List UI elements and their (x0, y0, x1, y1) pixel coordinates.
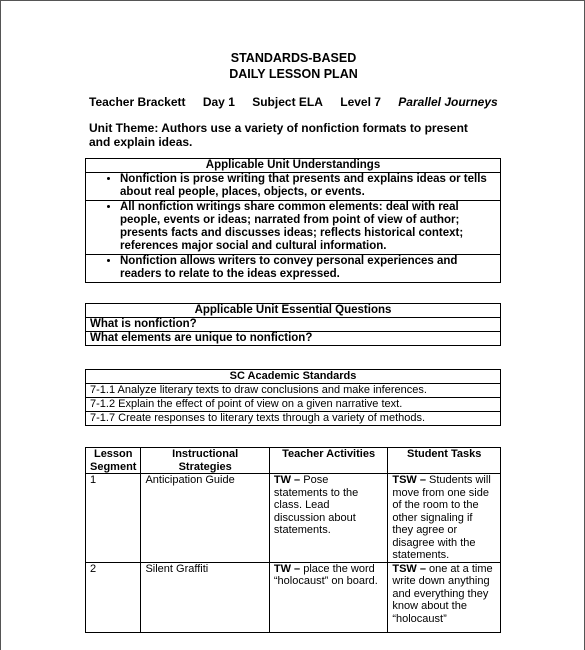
student-prefix: TSW – (392, 474, 430, 486)
understandings-list (90, 173, 496, 199)
table-row (86, 562, 501, 632)
standards-heading: SC Academic Standards (86, 370, 501, 384)
standard-row: 7-1.1 Analyze literary texts to draw conclusions and make inferences. (86, 384, 501, 398)
student-task-cell (388, 474, 501, 563)
questions-table (85, 303, 501, 346)
lesson-info-line (89, 95, 512, 109)
level-label: Level 7 (340, 95, 381, 109)
teacher-activity-cell (269, 562, 387, 632)
unit-theme: Unit Theme: Authors use a variety of nonfiction formats to present and explain ideas. (89, 121, 468, 149)
questions-heading: Applicable Unit Essential Questions (86, 304, 501, 318)
understandings-heading: Applicable Unit Understandings (86, 159, 501, 173)
question-row: What elements are unique to nonfiction? (86, 332, 501, 346)
strategy-cell: Anticipation Guide (141, 474, 269, 563)
standard-row: 7-1.2 Explain the effect of point of view on a given narrative text. (86, 398, 501, 412)
understandings-list (90, 201, 496, 253)
standards-table (85, 369, 501, 426)
lesson-segments-table (85, 447, 501, 633)
document-title-line1: STANDARDS-BASED (230, 51, 357, 65)
teacher-name: Teacher Brackett (89, 95, 186, 109)
student-task-cell (388, 562, 501, 632)
understandings-cell (86, 201, 501, 255)
question-row: What is nonfiction? (86, 318, 501, 332)
understandings-cell (86, 255, 501, 283)
understandings-table (85, 158, 501, 283)
header-student-tasks: Student Tasks (388, 448, 501, 474)
segment-number: 1 (86, 474, 141, 563)
header-instructional-strategies: Instructional Strategies (141, 448, 269, 474)
table-row (86, 474, 501, 563)
strategy-cell: Silent Graffiti (141, 562, 269, 632)
understandings-list (90, 255, 496, 281)
standard-row: 7-1.7 Create responses to literary texts through a variety of methods. (86, 412, 501, 426)
teacher-text: place the word “holocaust” on board. (273, 562, 378, 587)
teacher-prefix: TW – (273, 474, 304, 486)
subject-label: Subject ELA (252, 95, 323, 109)
book-title: Parallel Journeys (398, 95, 498, 109)
segment-number: 2 (86, 562, 141, 632)
list-item: • All nonfiction writings share common elements: deal with real people, events or ideas; narrated from point of view of author; presents facts and discusses ideas; reflects historical context; references major social and cultural information. (120, 201, 496, 253)
teacher-activity-cell (269, 474, 387, 563)
student-prefix: TSW – (392, 562, 430, 575)
header-lesson-segment: Lesson Segment (86, 448, 141, 474)
table-header-row (86, 448, 501, 474)
list-item: • Nonfiction is prose writing that presents and explains ideas or tells about real people, places, objects, or events. (120, 173, 496, 199)
teacher-text: Pose statements to the class. Lead discussion about statements. (273, 474, 359, 536)
document-title-line2: DAILY LESSON PLAN (229, 67, 358, 81)
student-text: one at a time write down anything and everything they know about the “holocaust” (392, 562, 493, 625)
header-teacher-activities: Teacher Activities (269, 448, 387, 474)
list-item: • Nonfiction allows writers to convey personal experiences and readers to relate to the ideas expressed. (120, 255, 496, 281)
understandings-cell (86, 173, 501, 201)
student-text: Students will move from one side of the room to the other signaling if they agree or disagree with the statements. (392, 474, 491, 561)
teacher-prefix: TW – (273, 562, 304, 575)
day-label: Day 1 (202, 95, 235, 109)
